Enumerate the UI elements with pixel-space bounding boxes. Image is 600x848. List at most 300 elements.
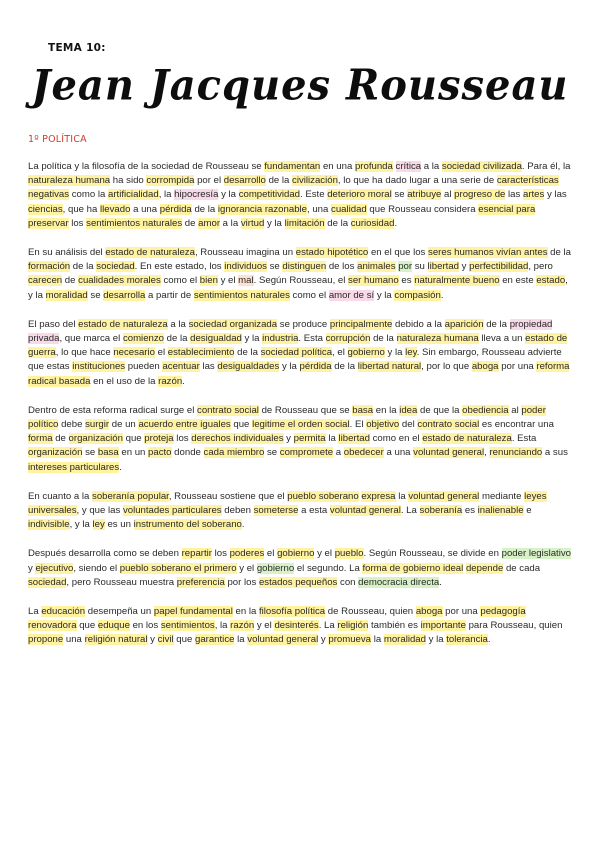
highlighted-phrase: leyes universales: [28, 490, 547, 517]
text-run: la: [325, 433, 339, 445]
highlighted-phrase: sociedad política: [260, 347, 333, 359]
highlighted-phrase: permita: [293, 433, 326, 445]
text-run: , una: [307, 203, 332, 215]
highlighted-phrase: intereses particulares: [28, 461, 120, 473]
highlighted-phrase: sociedad civilizada: [441, 161, 522, 172]
text-run: .: [119, 461, 122, 473]
body-paragraph: [28, 160, 572, 231]
text-run: y el: [217, 275, 239, 287]
text-run: deben: [221, 505, 254, 517]
highlighted-phrase: aparición: [444, 318, 484, 330]
highlighted-phrase: pérdida: [299, 361, 332, 373]
text-run: La política y la filosofía de la sociedad de Rousseau se: [28, 161, 265, 172]
highlighted-phrase: contrato social: [197, 404, 259, 416]
highlighted-phrase: expresa: [361, 490, 396, 502]
highlighted-phrase: voluntad general: [247, 634, 319, 646]
highlighted-phrase: propone: [28, 634, 64, 646]
text-run: y la: [425, 634, 447, 646]
highlighted-phrase: legitime el orden social: [252, 419, 350, 431]
highlighted-phrase: sentimientos naturales: [86, 217, 183, 229]
text-run: . En este estado, los: [134, 261, 225, 273]
highlighted-phrase: pedagogía renovadora: [28, 606, 526, 632]
highlighted-phrase: amor de sí: [328, 289, 375, 301]
highlighted-phrase: pueblo soberano: [287, 490, 359, 502]
highlighted-phrase: voluntad general: [408, 490, 480, 502]
text-run: y: [147, 634, 158, 646]
highlighted-phrase: estado: [536, 275, 566, 287]
text-run: a la: [167, 318, 189, 330]
highlighted-phrase: industria: [262, 333, 299, 345]
text-run: de cada: [503, 562, 541, 574]
text-run: con: [337, 576, 359, 588]
text-run: , la: [214, 620, 231, 632]
text-run: y las: [544, 189, 567, 201]
text-run: En su análisis del: [28, 247, 106, 259]
text-run: y la: [374, 289, 395, 301]
text-run: En cuanto a la: [28, 490, 93, 502]
highlighted-phrase: virtud: [240, 217, 265, 229]
text-run: y la: [384, 347, 406, 359]
text-run: de la: [191, 203, 218, 215]
highlighted-phrase: amor: [198, 217, 221, 229]
highlighted-phrase: sociedad: [28, 576, 67, 588]
text-run: de la: [547, 247, 571, 259]
highlighted-phrase: sentimientos: [160, 620, 215, 632]
highlighted-phrase: por: [398, 261, 413, 273]
highlighted-phrase: competitividad: [238, 189, 301, 201]
text-run: en un: [118, 447, 149, 459]
highlighted-phrase: soberanía: [419, 505, 463, 517]
highlighted-phrase: distinguen: [282, 261, 327, 273]
highlighted-phrase: cada miembro: [203, 447, 265, 459]
text-run: se produce: [277, 318, 330, 330]
highlighted-phrase: surgir: [85, 419, 110, 431]
highlighted-phrase: repartir: [181, 548, 212, 560]
text-run: por los: [224, 576, 259, 588]
text-run: es: [398, 275, 415, 287]
body-paragraph: [28, 404, 572, 475]
text-run: .: [440, 289, 444, 301]
highlighted-phrase: comienzo: [122, 333, 164, 345]
text-run: la: [371, 634, 384, 646]
text-run: . Según Rousseau, el: [253, 275, 349, 287]
text-run: y el: [236, 562, 257, 574]
text-run: . Para él, la: [521, 161, 571, 172]
text-run: que: [173, 634, 195, 646]
text-run: de que la: [417, 404, 463, 416]
highlighted-phrase: idea: [399, 404, 418, 416]
text-run: a sus: [542, 447, 568, 459]
text-run: desempeña un: [85, 606, 154, 618]
highlighted-phrase: sociedad: [96, 261, 135, 273]
highlighted-phrase: someterse: [253, 505, 299, 517]
highlighted-phrase: establecimiento: [167, 347, 235, 359]
highlighted-phrase: deterioro moral: [327, 189, 392, 201]
highlighted-phrase: desigualdad: [190, 333, 242, 345]
text-run: se: [87, 289, 104, 301]
highlighted-phrase: eduque: [97, 620, 130, 632]
highlighted-phrase: corrupción: [325, 333, 371, 345]
highlighted-phrase: libertad natural: [357, 361, 422, 373]
highlighted-phrase: democracia directa: [358, 576, 440, 588]
text-run: , el: [332, 347, 348, 359]
text-run: se: [264, 447, 280, 459]
text-run: de Rousseau que se: [258, 404, 353, 416]
highlighted-phrase: libertad: [338, 433, 370, 445]
text-run: al: [508, 404, 522, 416]
highlighted-phrase: formación: [28, 261, 71, 273]
highlighted-phrase: religión: [337, 620, 369, 632]
highlighted-phrase: gobierno: [256, 562, 295, 574]
text-run: .: [182, 375, 185, 387]
text-run: y la: [264, 217, 285, 229]
text-run: de un: [109, 419, 139, 431]
highlighted-phrase: hipocresía: [174, 189, 219, 201]
highlighted-phrase: poder legislativo: [501, 548, 571, 560]
text-run: y: [283, 433, 294, 445]
text-run: . Esta: [298, 333, 326, 345]
highlighted-phrase: basa: [352, 404, 374, 416]
highlighted-phrase: proteja: [144, 433, 174, 445]
highlighted-phrase: corrompida: [146, 175, 195, 187]
text-run: y: [459, 261, 470, 273]
highlighted-phrase: gobierno: [277, 548, 315, 560]
highlighted-phrase: artes: [522, 189, 545, 201]
text-run: es un: [104, 519, 134, 531]
highlighted-phrase: animales: [357, 261, 396, 273]
text-run: . Esta: [511, 433, 537, 445]
text-run: en la: [232, 606, 259, 618]
text-run: que Rousseau considera: [366, 203, 479, 215]
text-run: por una: [498, 361, 537, 373]
highlighted-phrase: necesario: [113, 347, 155, 359]
highlighted-phrase: razón: [230, 620, 255, 632]
text-run: , Rousseau sostiene que el: [168, 490, 288, 502]
text-run: la: [234, 634, 248, 646]
highlighted-phrase: civil: [157, 634, 174, 646]
highlighted-phrase: desigualdades: [217, 361, 280, 373]
text-run: para Rousseau, quien: [465, 620, 563, 632]
text-run: se: [266, 261, 283, 273]
highlighted-phrase: limitación: [284, 217, 325, 229]
text-run: de la: [324, 217, 351, 229]
highlighted-phrase: instituciones: [72, 361, 126, 373]
highlighted-phrase: pérdida: [159, 203, 192, 215]
highlighted-phrase: pueblo soberano el primero: [119, 562, 237, 574]
text-run: a la: [421, 161, 442, 172]
highlighted-phrase: preferencia: [176, 576, 225, 588]
text-run: , siendo el: [73, 562, 120, 574]
text-run: por el: [194, 175, 224, 187]
text-run: en la: [373, 404, 400, 416]
text-run: .: [487, 634, 491, 646]
highlighted-phrase: forma: [28, 433, 53, 445]
highlighted-phrase: gobierno: [347, 347, 385, 359]
body-paragraph: [28, 318, 572, 389]
highlighted-phrase: desarrolla: [103, 289, 146, 301]
text-run: .: [394, 217, 398, 229]
text-run: que: [122, 433, 145, 445]
text-run: es: [462, 505, 478, 517]
text-run: en el uso de la: [90, 375, 159, 387]
highlighted-phrase: naturalmente bueno: [414, 275, 500, 287]
highlighted-phrase: sentimientos naturales: [193, 289, 290, 301]
highlighted-phrase: estado hipotético: [295, 247, 369, 259]
text-run: Dentro de esta reforma radical surge el: [28, 404, 198, 416]
highlighted-phrase: progreso de: [454, 189, 506, 201]
text-run: en una: [320, 161, 355, 172]
text-run: . La: [318, 620, 338, 632]
text-run: en este: [499, 275, 537, 287]
highlighted-phrase: pueblo: [334, 548, 364, 560]
highlighted-phrase: objetivo: [366, 419, 400, 431]
highlighted-phrase: poderes: [229, 548, 265, 560]
text-run: a partir de: [145, 289, 194, 301]
text-run: , por lo que: [421, 361, 472, 373]
topic-label: TEMA 10:: [48, 42, 106, 54]
text-run: de la: [265, 175, 293, 187]
highlighted-phrase: estado de naturaleza: [105, 247, 195, 259]
text-run: también es: [368, 620, 421, 632]
highlighted-phrase: carecen: [28, 275, 63, 287]
text-run: que: [76, 620, 98, 632]
highlighted-phrase: curiosidad: [350, 217, 395, 229]
highlighted-phrase: educación: [41, 606, 86, 618]
text-run: La: [28, 606, 42, 618]
text-run: donde: [171, 447, 204, 459]
text-run: . Sin embargo, Rousseau advierte que estas: [28, 347, 562, 373]
text-run: , pero: [528, 261, 553, 273]
body-paragraph: [28, 547, 572, 590]
highlighted-phrase: acentuar: [162, 361, 200, 373]
text-run: de los: [326, 261, 358, 273]
text-run: el: [154, 347, 168, 359]
highlighted-phrase: seres humanos vivían antes: [428, 247, 548, 259]
highlighted-phrase: perfectibilidad: [469, 261, 529, 273]
highlighted-phrase: contrato social: [417, 419, 480, 431]
highlighted-phrase: sociedad organizada: [188, 318, 278, 330]
highlighted-phrase: inalienable: [477, 505, 524, 517]
highlighted-phrase: naturaleza humana: [396, 333, 479, 345]
text-run: el: [264, 548, 278, 560]
text-run: , que ha: [62, 203, 101, 215]
text-run: a una: [130, 203, 160, 215]
highlighted-phrase: ley: [405, 347, 417, 359]
highlighted-phrase: estados pequeños: [258, 576, 338, 588]
highlighted-phrase: papel fundamental: [153, 606, 233, 618]
highlighted-phrase: fundamentan: [264, 161, 321, 172]
highlighted-phrase: pacto: [148, 447, 172, 459]
text-run: se: [82, 447, 98, 459]
highlighted-phrase: poder político: [28, 404, 546, 431]
highlighted-phrase: profunda: [354, 161, 393, 172]
text-run: y la: [279, 361, 300, 373]
text-run: y el: [314, 548, 335, 560]
highlighted-phrase: voluntades particulares: [122, 505, 222, 517]
text-run: de: [62, 275, 79, 287]
highlighted-phrase: esencial para preservar: [28, 203, 536, 229]
text-run: en los: [129, 620, 161, 632]
highlighted-phrase: indivisible: [28, 519, 70, 531]
highlighted-phrase: libertad: [427, 261, 459, 273]
text-run: a esta: [298, 505, 330, 517]
highlighted-phrase: compasión: [394, 289, 441, 301]
highlighted-phrase: atribuye: [407, 189, 442, 201]
text-run: , Rousseau imagina un: [194, 247, 296, 259]
highlighted-phrase: artificialidad: [108, 189, 159, 201]
text-run: , pero Rousseau muestra: [66, 576, 177, 588]
text-run: y: [318, 634, 329, 646]
text-run: y: [28, 562, 36, 574]
highlighted-phrase: ser humano: [348, 275, 399, 287]
text-run: y la: [241, 333, 263, 345]
highlighted-phrase: naturaleza humana: [28, 175, 111, 187]
body-paragraph: [28, 490, 572, 533]
text-run: es encontrar una: [479, 419, 554, 431]
highlighted-phrase: propiedad privada: [28, 318, 553, 345]
highlighted-phrase: organización: [28, 447, 83, 459]
highlighted-phrase: razón: [158, 375, 183, 387]
highlighted-phrase: organización: [68, 433, 123, 445]
text-run: como en el: [369, 433, 423, 445]
text-run: mediante: [479, 490, 525, 502]
highlighted-phrase: tolerancia: [446, 634, 488, 646]
text-run: por una: [442, 606, 481, 618]
highlighted-phrase: reforma radical basada: [28, 361, 570, 387]
body-paragraph: [28, 605, 572, 648]
text-run: de Rousseau, quien: [325, 606, 416, 618]
text-run: , lo que ha dado lugar a una serie de: [337, 175, 497, 187]
text-run: pueden: [125, 361, 163, 373]
highlighted-phrase: basa: [97, 447, 119, 459]
highlighted-phrase: civilización: [292, 175, 338, 187]
text-run: como el: [160, 275, 200, 287]
highlighted-phrase: cualidades morales: [78, 275, 161, 287]
body-paragraph: [28, 246, 572, 303]
highlighted-phrase: características negativas: [28, 175, 559, 201]
text-run: y la: [218, 189, 239, 201]
text-run: ha sido: [110, 175, 147, 187]
text-run: , y la: [28, 275, 568, 301]
highlighted-phrase: filosofía política: [259, 606, 326, 618]
highlighted-phrase: llevado: [100, 203, 131, 215]
text-run: y el: [254, 620, 275, 632]
highlighted-phrase: compromete: [279, 447, 334, 459]
text-run: de la: [331, 361, 358, 373]
highlighted-phrase: voluntad general: [413, 447, 485, 459]
text-run: e: [523, 505, 532, 517]
highlighted-phrase: religión natural: [84, 634, 148, 646]
text-run: de la: [164, 333, 191, 345]
text-run: de la: [370, 333, 397, 345]
text-run: que: [230, 419, 253, 431]
highlighted-phrase: desarrollo: [223, 175, 266, 187]
highlighted-phrase: principalmente: [329, 318, 393, 330]
text-run: debido a la: [392, 318, 445, 330]
document-body: [28, 160, 572, 663]
text-run: ,: [484, 447, 490, 459]
text-run: , la: [158, 189, 175, 201]
text-run: . Este: [300, 189, 328, 201]
text-run: a: [333, 447, 344, 459]
text-run: en el que los: [368, 247, 429, 259]
highlighted-phrase: ejecutivo: [35, 562, 74, 574]
text-run: los: [173, 433, 192, 445]
text-run: las: [199, 361, 218, 373]
highlighted-phrase: depende: [465, 562, 504, 574]
highlighted-phrase: promueva: [328, 634, 372, 646]
highlighted-phrase: obedecer: [343, 447, 384, 459]
highlighted-phrase: ciencias: [28, 203, 63, 215]
text-run: , lo que hace: [55, 347, 114, 359]
highlighted-phrase: estado de guerra: [28, 333, 568, 359]
text-run: se: [391, 189, 408, 201]
text-run: de: [52, 433, 69, 445]
highlighted-phrase: estado de naturaleza: [78, 318, 168, 330]
highlighted-phrase: garantice: [194, 634, 235, 646]
text-run: de la: [70, 261, 97, 273]
text-run: lleva a un: [478, 333, 526, 345]
highlighted-phrase: importante: [420, 620, 466, 632]
text-run: .: [439, 576, 442, 588]
text-run: una: [63, 634, 85, 646]
text-run: debe: [58, 419, 86, 431]
text-run: como la: [69, 189, 109, 201]
highlighted-phrase: instrumento del soberano: [133, 519, 242, 531]
highlighted-phrase: mal: [238, 275, 254, 287]
highlighted-phrase: ignorancia razonable: [217, 203, 307, 215]
text-run: Después desarrolla como se deben: [28, 548, 182, 560]
text-run: de: [182, 217, 199, 229]
highlighted-phrase: ley: [92, 519, 105, 531]
text-run: del: [399, 419, 418, 431]
highlighted-phrase: estado de naturaleza: [422, 433, 512, 445]
highlighted-phrase: aboga: [471, 361, 499, 373]
text-run: su: [412, 261, 428, 273]
text-run: , y que las: [76, 505, 123, 517]
text-run: a la: [220, 217, 241, 229]
text-run: .: [241, 519, 245, 531]
text-run: las: [505, 189, 523, 201]
text-run: El paso del: [28, 318, 79, 330]
highlighted-phrase: crítica: [395, 161, 422, 172]
text-run: a una: [383, 447, 414, 459]
highlighted-phrase: individuos: [224, 261, 267, 273]
page-title: Jean Jacques Rousseau: [31, 60, 569, 111]
text-run: al: [441, 189, 455, 201]
text-run: . Según Rousseau, se divide en: [363, 548, 502, 560]
highlighted-phrase: cualidad: [331, 203, 367, 215]
highlighted-phrase: renunciando: [489, 447, 543, 459]
highlighted-phrase: moralidad: [45, 289, 88, 301]
highlighted-phrase: bien: [199, 275, 218, 287]
text-run: , y la: [69, 519, 93, 531]
text-run: la: [395, 490, 409, 502]
text-run: de la: [483, 318, 510, 330]
highlighted-phrase: aboga: [415, 606, 443, 618]
text-run: como el: [289, 289, 329, 301]
text-run: , que marca el: [59, 333, 123, 345]
highlighted-phrase: moralidad: [383, 634, 426, 646]
highlighted-phrase: soberanía popular: [92, 490, 169, 502]
text-run: . El: [349, 419, 367, 431]
text-run: . La: [400, 505, 420, 517]
highlighted-phrase: obediencia: [462, 404, 509, 416]
highlighted-phrase: forma de gobierno ideal: [362, 562, 464, 574]
highlighted-phrase: voluntad general: [329, 505, 401, 517]
text-run: de la: [234, 347, 261, 359]
text-run: los: [68, 217, 87, 229]
